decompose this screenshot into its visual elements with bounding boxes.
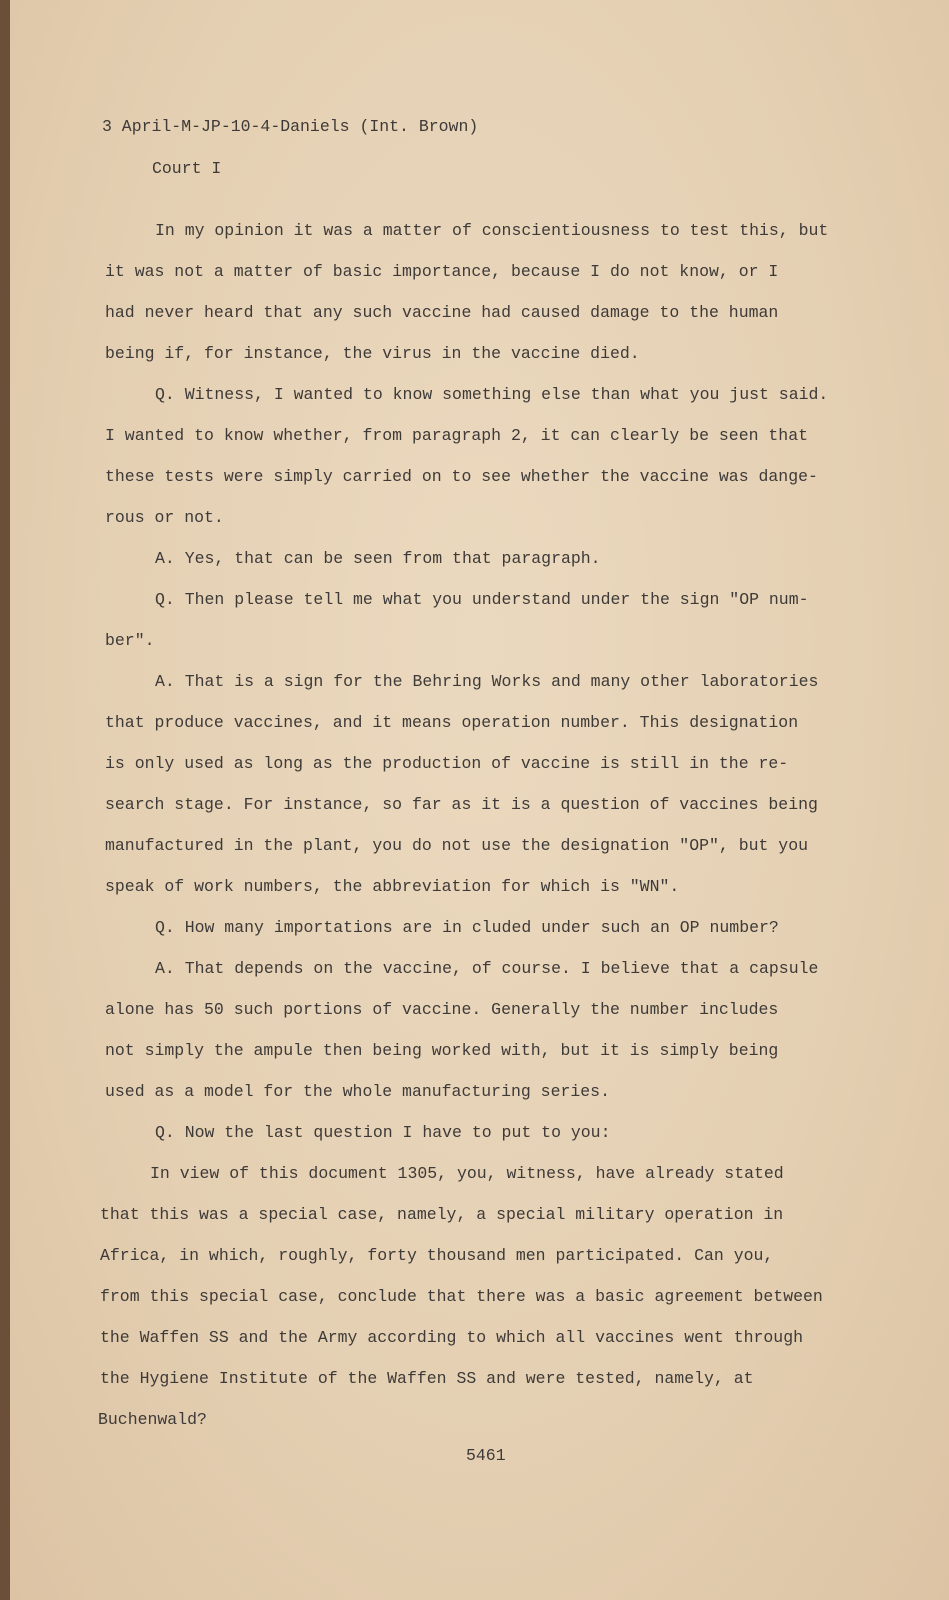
text-line: that this was a special case, namely, a special military operation in (100, 1205, 784, 1224)
typed-page (10, 0, 949, 1600)
text-line: In my opinion it was a matter of conscientiousness to test this, but (155, 221, 829, 240)
text-line: A. That depends on the vaccine, of course. I believe that a capsule (155, 959, 819, 978)
text-line: these tests were simply carried on to see whether the vaccine was dange- (105, 467, 818, 486)
text-line: search stage. For instance, so far as it is a question of vaccines being (105, 795, 818, 814)
text-line: being if, for instance, the virus in the vaccine died. (105, 344, 640, 363)
text-line: it was not a matter of basic importance, because I do not know, or I (105, 262, 779, 281)
binding-edge (0, 0, 10, 1600)
document-header: 3 April-M-JP-10-4-Daniels (Int. Brown) (102, 117, 479, 136)
text-line: not simply the ampule then being worked with, but it is simply being (105, 1041, 779, 1060)
text-line: Q. How many importations are in cluded under such an OP number? (155, 918, 779, 937)
text-line: ber". (105, 631, 155, 650)
text-line: Q. Then please tell me what you understand under the sign "OP num- (155, 590, 809, 609)
court-label: Court I (152, 159, 222, 178)
text-line: the Waffen SS and the Army according to which all vaccines went through (100, 1328, 804, 1347)
text-line: manufactured in the plant, you do not use the designation "OP", but you (105, 836, 809, 855)
text-line: that produce vaccines, and it means operation number. This designation (105, 713, 799, 732)
text-line: Q. Witness, I wanted to know something else than what you just said. (155, 385, 829, 404)
text-line: Q. Now the last question I have to put to you: (155, 1123, 611, 1142)
text-line: A. That is a sign for the Behring Works and many other laboratories (155, 672, 819, 691)
text-line: had never heard that any such vaccine had caused damage to the human (105, 303, 779, 322)
text-line: speak of work numbers, the abbreviation for which is "WN". (105, 877, 680, 896)
text-line: rous or not. (105, 508, 224, 527)
text-line: Buchenwald? (98, 1410, 207, 1429)
text-line: the Hygiene Institute of the Waffen SS and were tested, namely, at (100, 1369, 754, 1388)
page-number: 5461 (466, 1446, 506, 1465)
text-line: is only used as long as the production of vaccine is still in the re- (105, 754, 789, 773)
text-line: In view of this document 1305, you, witness, have already stated (150, 1164, 784, 1183)
text-line: used as a model for the whole manufacturing series. (105, 1082, 610, 1101)
text-line: alone has 50 such portions of vaccine. Generally the number includes (105, 1000, 779, 1019)
text-line: I wanted to know whether, from paragraph 2, it can clearly be seen that (105, 426, 809, 445)
text-line: from this special case, conclude that there was a basic agreement between (100, 1287, 823, 1306)
text-line: A. Yes, that can be seen from that paragraph. (155, 549, 601, 568)
text-line: Africa, in which, roughly, forty thousand men participated. Can you, (100, 1246, 774, 1265)
